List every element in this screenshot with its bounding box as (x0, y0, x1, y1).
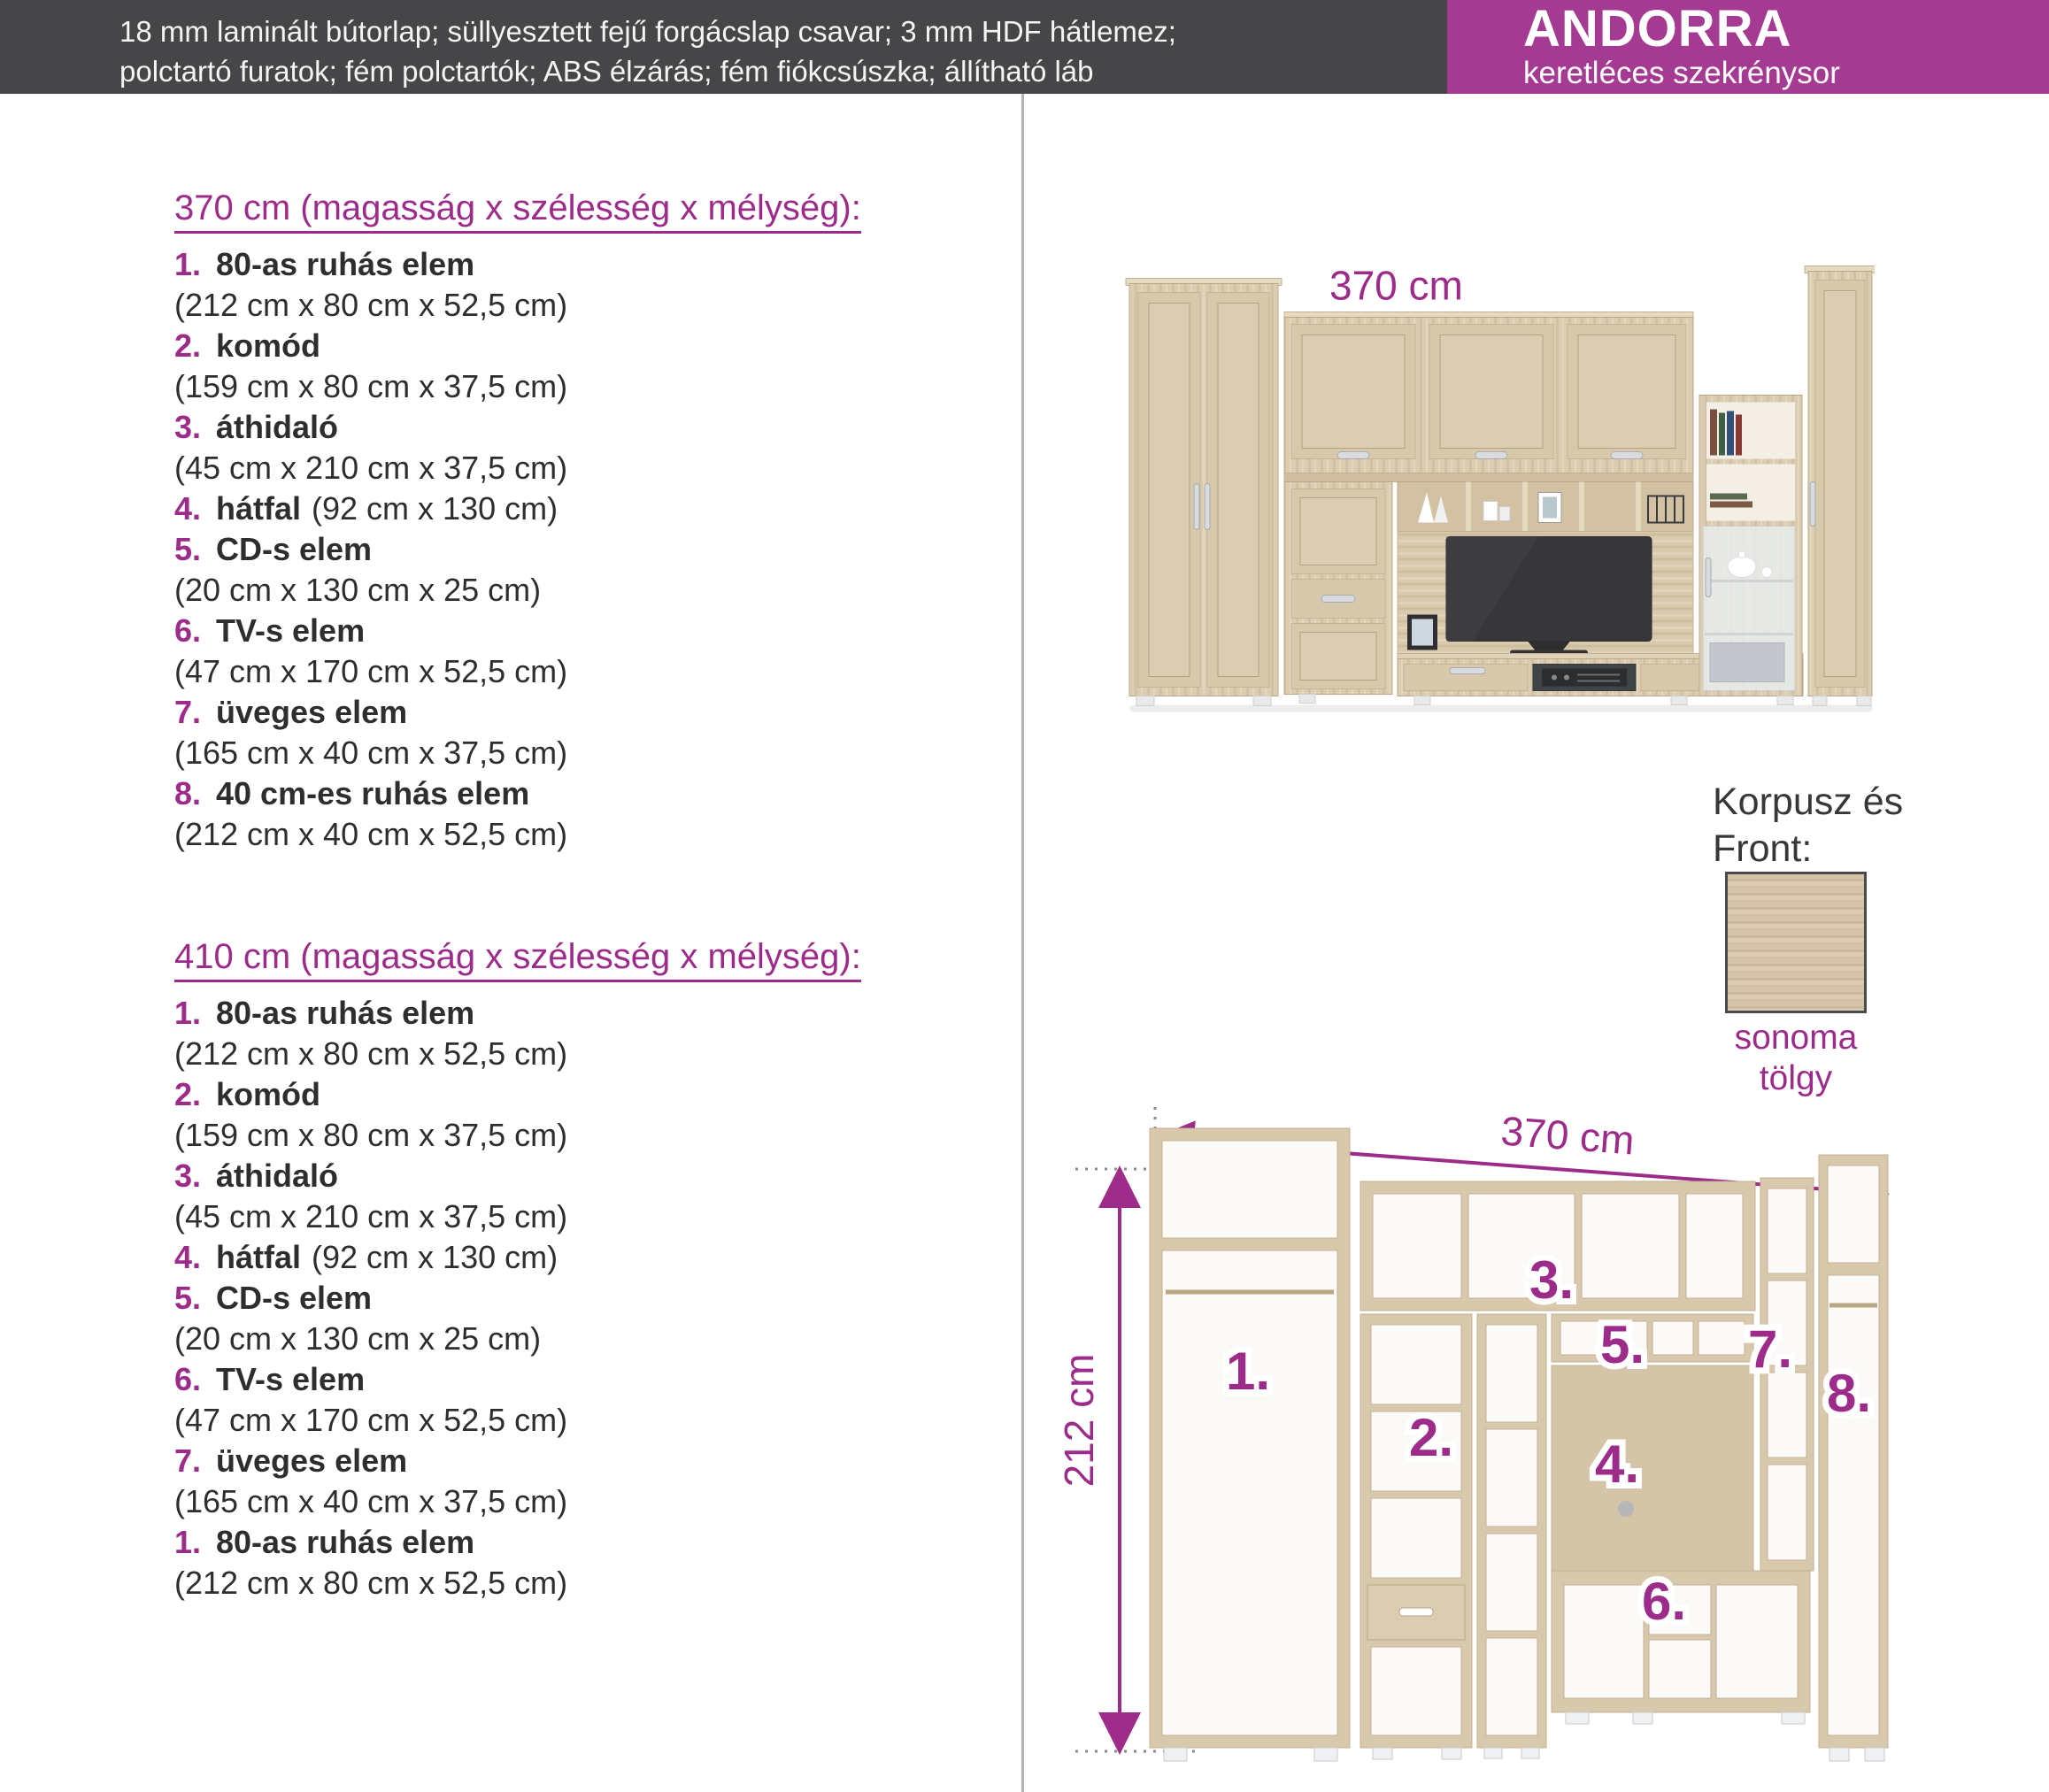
item-number: 2. (174, 1076, 202, 1112)
list-item (174, 773, 971, 855)
item-number: 2. (174, 327, 202, 364)
item-name: hátfal (216, 1239, 302, 1275)
item-name: komód (216, 327, 321, 364)
decor-letters (1483, 502, 1498, 521)
door-handle (1475, 452, 1507, 459)
element-label-7: 7. (1747, 1319, 1793, 1379)
item-number: 1. (174, 995, 202, 1031)
books (1710, 410, 1717, 456)
photo-cabinet-column (1284, 482, 1392, 695)
item-dimensions: (159 cm x 80 cm x 37,5 cm) (174, 1117, 568, 1153)
carcass-wardrobe-right (1819, 1155, 1888, 1748)
dimension-diagram (1049, 1093, 2049, 1792)
item-number: 7. (174, 1442, 202, 1479)
item-name: TV-s elem (216, 612, 366, 649)
height-dimension-label: 212 cm (1056, 1353, 1102, 1488)
item-number: 1. (174, 246, 202, 282)
item-name: CD-s elem (216, 531, 373, 567)
column-divider (1021, 94, 1024, 1792)
photo-shelf-cubbies (1398, 482, 1693, 532)
diagram-svg (1049, 1093, 2049, 1792)
item-number: 6. (174, 1361, 202, 1397)
cup (1761, 567, 1772, 578)
furniture-photo-svg (1122, 258, 1875, 719)
brand-box (1447, 0, 2049, 94)
materials-line-1: 18 mm laminált bútorlap; süllyesztett fejű forgácslap csavar; 3 mm HDF hátlemez; (119, 15, 1176, 48)
item-dimensions: (20 cm x 130 cm x 25 cm) (174, 572, 542, 608)
carcass-wardrobe-left (1150, 1128, 1350, 1748)
list-item (174, 244, 971, 326)
door-handle (1810, 482, 1815, 527)
item-dimensions: (45 cm x 210 cm x 37,5 cm) (174, 1198, 568, 1234)
element-label-8: 8. (1826, 1364, 1872, 1423)
item-number: 7. (174, 694, 202, 730)
item-number: 4. (174, 490, 202, 527)
photo-wardrobe-left (1126, 279, 1282, 696)
element-list-370 (174, 188, 971, 855)
list-item (174, 529, 971, 611)
item-name: komód (216, 1076, 321, 1112)
item-dimensions: (92 cm x 130 cm) (312, 1239, 558, 1275)
item-number: 5. (174, 531, 202, 567)
item-name: üveges elem (216, 1442, 408, 1479)
door-handle (1611, 452, 1643, 459)
brand-name: ANDORRA (1523, 0, 1792, 58)
item-name: TV-s elem (216, 1361, 366, 1397)
item-number: 1. (174, 1524, 202, 1560)
item-dimensions: (165 cm x 40 cm x 37,5 cm) (174, 734, 568, 771)
item-number: 8. (174, 775, 202, 811)
element-label-1: 1. (1225, 1342, 1271, 1401)
door-handle (1194, 484, 1199, 530)
item-dimensions: (47 cm x 170 cm x 52,5 cm) (174, 1402, 568, 1438)
item-name: 80-as ruhás elem (216, 246, 475, 282)
carcass-shelf-column (1360, 1314, 1472, 1748)
item-name: áthidaló (216, 1157, 339, 1194)
item-name: áthidaló (216, 409, 339, 445)
door-handle (1337, 452, 1369, 459)
wood-swatch (1725, 872, 1867, 1013)
list-item (174, 1074, 971, 1156)
item-number: 3. (174, 409, 202, 445)
list-item (174, 407, 971, 488)
item-dimensions: (92 cm x 130 cm) (312, 490, 558, 527)
list-item (174, 1237, 971, 1278)
list-item (174, 1522, 971, 1604)
swatch-title: Korpusz és Front: (1713, 781, 1904, 870)
element-list-410 (174, 936, 971, 1604)
item-number: 4. (174, 1239, 202, 1275)
storage-boxes (1710, 643, 1784, 682)
width-dimension-label: 370 cm (1499, 1107, 1637, 1164)
item-name: hátfal (216, 490, 302, 527)
item-number: 6. (174, 612, 202, 649)
photo-wardrobe-right (1805, 266, 1875, 696)
drawer-handle (1321, 596, 1355, 603)
carcass-cd-row (1552, 1314, 1753, 1362)
item-dimensions: (45 cm x 210 cm x 37,5 cm) (174, 450, 568, 486)
list-heading-410: 410 cm (magasság x szélesség x mélység): (174, 936, 861, 982)
element-items-370 (174, 244, 971, 855)
carcass-back-panel (1552, 1365, 1753, 1571)
element-label-3: 3. (1529, 1250, 1575, 1310)
item-dimensions: (212 cm x 40 cm x 52,5 cm) (174, 816, 568, 852)
decor-frame (1543, 497, 1557, 519)
photo-size-label: 370 cm (1329, 262, 1463, 309)
photo-upper-cabinets (1284, 312, 1693, 482)
books (1710, 502, 1752, 508)
drawer-handle (1450, 668, 1485, 674)
list-heading-370: 370 cm (magasság x szélesség x mélység): (174, 188, 861, 234)
list-item (174, 611, 971, 692)
list-item (174, 326, 971, 407)
door-handle (1706, 558, 1711, 597)
item-dimensions: (159 cm x 80 cm x 37,5 cm) (174, 368, 568, 404)
item-dimensions: (165 cm x 40 cm x 37,5 cm) (174, 1483, 568, 1519)
photo-tv-alcove (1398, 532, 1693, 661)
drawer-handle (1399, 1608, 1433, 1616)
item-dimensions: (212 cm x 80 cm x 52,5 cm) (174, 1565, 568, 1601)
list-item (174, 488, 971, 529)
list-item (174, 1156, 971, 1237)
element-label-5: 5. (1599, 1315, 1645, 1374)
item-name: CD-s elem (216, 1280, 373, 1316)
cable-hole (1618, 1501, 1634, 1517)
item-dimensions: (212 cm x 80 cm x 52,5 cm) (174, 1035, 568, 1072)
item-dimensions: (47 cm x 170 cm x 52,5 cm) (174, 653, 568, 689)
list-item (174, 692, 971, 773)
element-items-410 (174, 993, 971, 1604)
photo-glass-column (1699, 396, 1802, 696)
element-label-2: 2. (1408, 1408, 1454, 1467)
item-number: 5. (174, 1280, 202, 1316)
list-item (174, 1278, 971, 1359)
tv (1446, 537, 1652, 656)
teapot (1728, 557, 1756, 578)
decor-letters (1499, 507, 1510, 521)
item-number: 3. (174, 1157, 202, 1194)
carcass-narrow-column (1477, 1314, 1546, 1748)
door-handle (1205, 484, 1210, 530)
item-name: 80-as ruhás elem (216, 995, 475, 1031)
element-label-6: 6. (1641, 1572, 1687, 1631)
element-label-4: 4. (1594, 1434, 1640, 1494)
item-dimensions: (212 cm x 80 cm x 52,5 cm) (174, 287, 568, 323)
swatch-caption: sonoma tölgy (1734, 1019, 1858, 1097)
item-name: üveges elem (216, 694, 408, 730)
brand-subtitle: keretléces szekrénysor (1523, 56, 1840, 90)
carcass-drawing (1150, 1128, 1888, 1761)
materials-line-2: polctartó furatok; fém polctartók; ABS élzárás; fém fiókcsúszka; állítható láb (119, 55, 1094, 88)
list-item (174, 993, 971, 1074)
product-photo (1122, 258, 1875, 719)
item-name: 80-as ruhás elem (216, 1524, 475, 1560)
list-item (174, 1441, 971, 1522)
materials-bar (0, 0, 1447, 94)
item-dimensions: (20 cm x 130 cm x 25 cm) (174, 1320, 542, 1357)
item-name: 40 cm-es ruhás elem (216, 775, 530, 811)
floor-shadow (1129, 705, 1873, 712)
list-item (174, 1359, 971, 1441)
